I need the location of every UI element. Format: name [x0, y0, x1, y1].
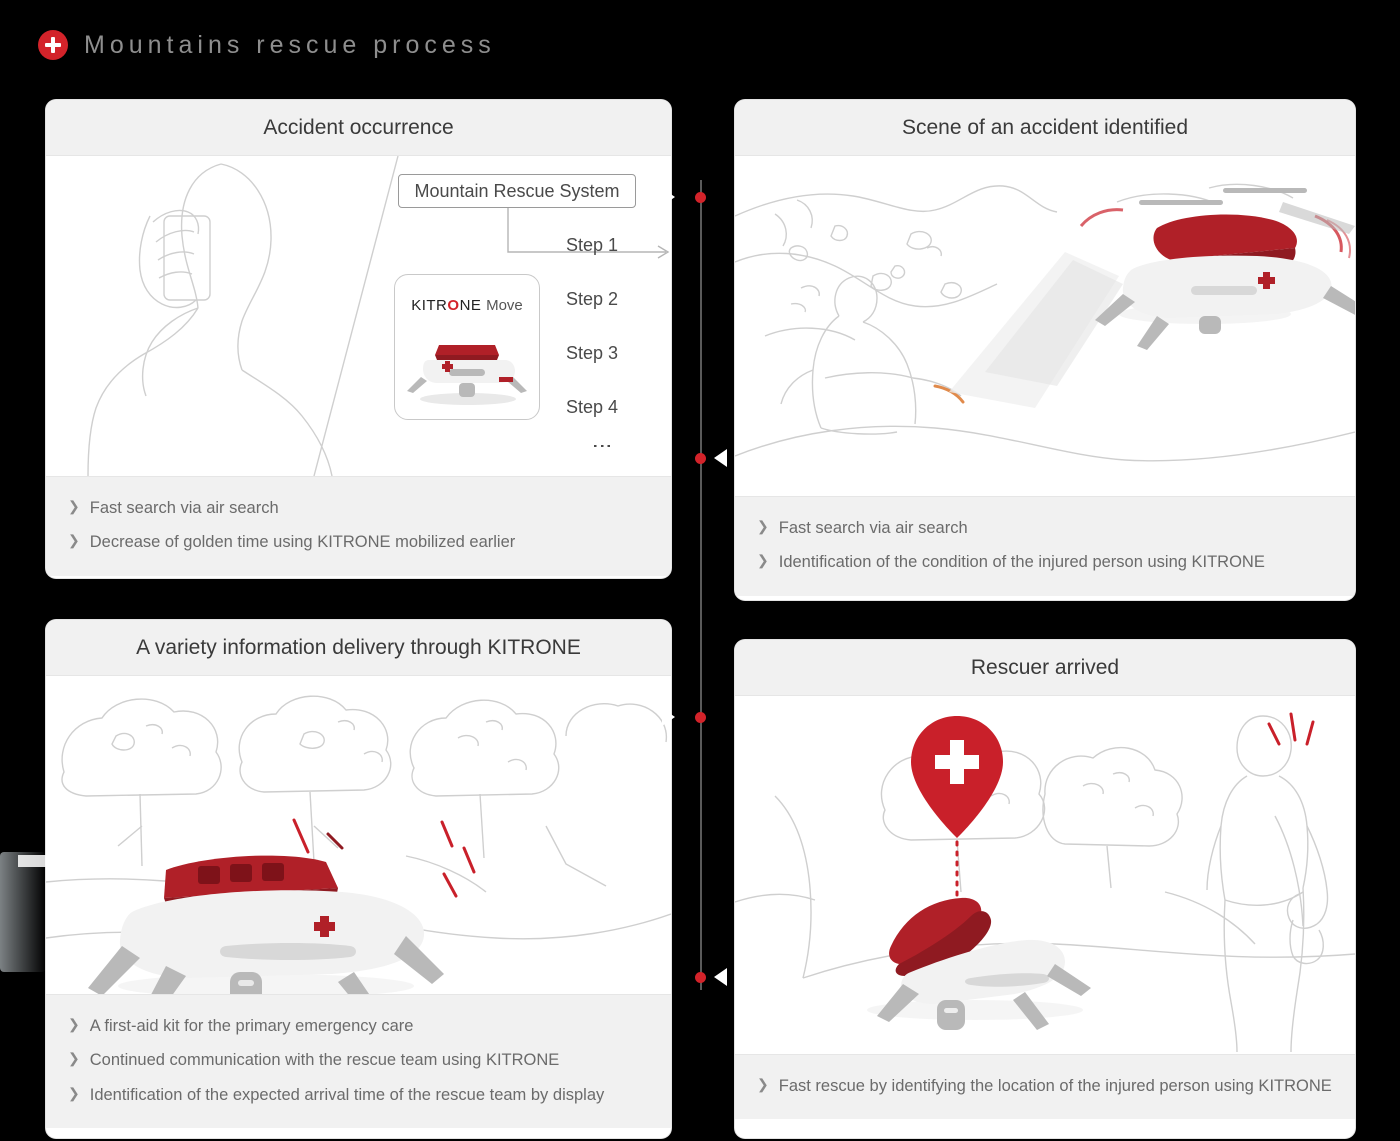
card-bullets [735, 1054, 1355, 1119]
timeline-dot-4[interactable] [695, 972, 706, 983]
figure-scene-identified [735, 156, 1355, 496]
bullet-text: Identification of the condition of the injured person using KITRONE [778, 553, 1265, 572]
bullet-text: Continued communication with the rescue team using KITRONE [89, 1051, 560, 1070]
figure-accident-occurrence [46, 156, 671, 476]
bullet-item [68, 491, 651, 525]
bullet-item [68, 1078, 651, 1112]
kitrone-brand-before: KITR [411, 297, 448, 314]
card-title: Rescuer arrived [735, 640, 1355, 696]
timeline-arrow-right-card-4 [714, 968, 727, 986]
page-header [38, 30, 496, 60]
bullet-text: Fast rescue by identifying the location of the injured person using KITRONE [778, 1077, 1332, 1095]
edge-artifact [0, 852, 46, 972]
chevron-right-icon: ❯ [757, 552, 769, 569]
timeline-dot-3[interactable] [695, 712, 706, 723]
bullet-text: Fast search via air search [778, 519, 968, 537]
bullet-text: A first-aid kit for the primary emergency care [89, 1017, 414, 1035]
step-item: Step 4 [566, 396, 619, 417]
kitrone-app-card[interactable] [394, 274, 540, 420]
card-rescuer-arrived [735, 640, 1355, 1138]
step-list [566, 218, 671, 458]
timeline-dot-1[interactable] [695, 192, 706, 203]
kitrone-brand-suffix: Move [486, 297, 523, 314]
bullet-item [68, 1009, 651, 1043]
figure-rescuer-arrived [735, 696, 1355, 1054]
card-scene-identified [735, 100, 1355, 600]
card-bullets [46, 476, 671, 576]
bullet-text: Decrease of golden time using KITRONE mobilized earlier [89, 533, 516, 552]
red-cross-icon [38, 30, 68, 60]
edge-artifact-highlight [18, 855, 46, 867]
timeline-arrow-left-card-1 [662, 188, 675, 206]
accident-scene-illustration [735, 156, 1355, 496]
step-item: Step 2 [566, 288, 619, 309]
timeline-arrow-right-card-2 [714, 449, 727, 467]
rescuer-arrival-illustration [735, 696, 1355, 1054]
bullet-item [757, 511, 1335, 545]
timeline-dot-2[interactable] [695, 453, 706, 464]
page-title: Mountains rescue process [84, 30, 496, 59]
chevron-right-icon: ❯ [757, 518, 769, 534]
bullet-text: Identification of the expected arrival time of the rescue team by display [89, 1085, 605, 1104]
card-bullets [735, 496, 1355, 596]
kitrone-brand-after: NE [459, 297, 482, 314]
step-ellipsis: ⋮ [591, 436, 613, 458]
chevron-right-icon: ❯ [68, 1016, 80, 1032]
bullet-item [757, 1069, 1335, 1103]
bullet-item [68, 1043, 651, 1077]
bullet-text: Fast search via air search [89, 499, 279, 517]
chevron-right-icon: ❯ [757, 1076, 769, 1092]
chevron-right-icon: ❯ [68, 498, 80, 514]
card-title: Scene of an accident identified [735, 100, 1355, 156]
forest-drone-illustration [46, 676, 671, 994]
step-item: Step 3 [566, 342, 619, 363]
step-item: Step 1 [566, 234, 619, 255]
card-title: A variety information delivery through KITRONE [46, 620, 671, 676]
kitrone-logo [395, 297, 539, 314]
kitrone-brand-o: O [447, 297, 460, 314]
card-title: Accident occurrence [46, 100, 671, 156]
timeline-line [700, 180, 702, 990]
timeline-arrow-left-card-3 [662, 708, 675, 726]
kitrone-drone-thumbnail [395, 319, 541, 411]
figure-information-delivery [46, 676, 671, 994]
bullet-item [757, 545, 1335, 579]
chevron-right-icon: ❯ [68, 1050, 80, 1067]
chevron-right-icon: ❯ [68, 532, 80, 549]
card-accident-occurrence [46, 100, 671, 578]
mountain-rescue-system-label: Mountain Rescue System [398, 174, 636, 208]
chevron-right-icon: ❯ [68, 1084, 80, 1101]
card-information-delivery [46, 620, 671, 1138]
bullet-item [68, 525, 651, 559]
card-bullets [46, 994, 671, 1128]
